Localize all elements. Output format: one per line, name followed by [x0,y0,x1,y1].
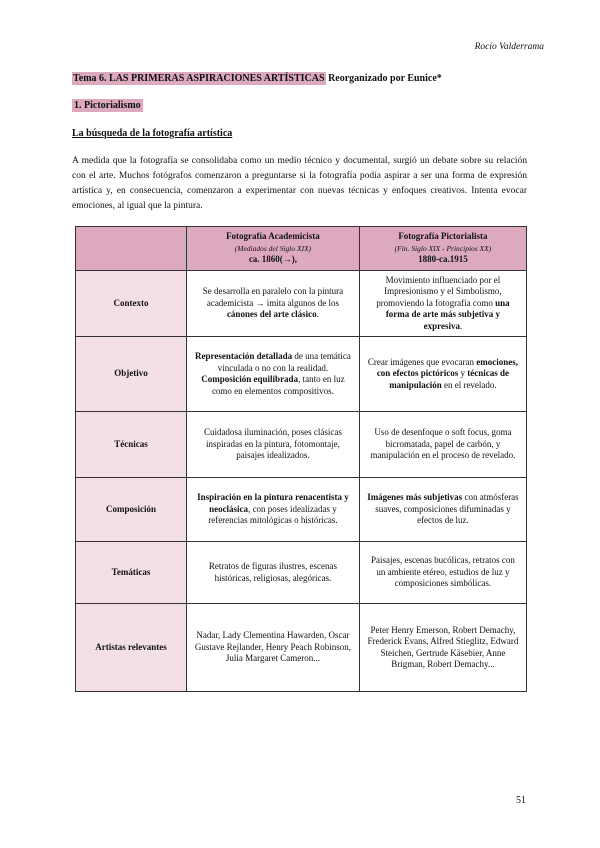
table-row-tecnicas [76,412,527,478]
table-row-objetivo [76,337,527,412]
column-subtitle: (Mediados del Siglo XIX) [234,243,312,253]
cell-pictorialista: Imágenes más subjetivas con atmósferas suaves, composiciones difuminadas y efectos de luz. [359,478,526,542]
column-date: 1880-ca.1915 [418,254,468,264]
cell-academicista: Cuidadosa iluminación, poses clásicas inspiradas en la pintura, fotomontaje, paisajes idealizados. [187,412,360,478]
cell-pictorialista: Movimiento influenciado por el Impresionismo y el Simbolismo, promoviendo la fotografía como una forma de arte más subjetiva y expresiva. [359,270,526,337]
section-heading: 1. Pictorialismo [74,100,141,111]
column-header-academicista [187,227,360,271]
subheading: La búsqueda de la fotografía artística [72,128,233,139]
cell-academicista: Se desarrolla en paralelo con la pintura academicista → imita algunos de los cánones del arte clásico. [187,270,360,337]
row-label: Composición [76,478,187,542]
column-subtitle: (Fin. Siglo XIX - Principios XX) [394,243,492,253]
table-row-tematicas [76,542,527,604]
cell-pictorialista: Crear imágenes que evocaran emociones, con efectos pictóricos y técnicas de manipulación en el revelado. [359,337,526,412]
column-title: Fotografía Academicista [226,231,320,241]
row-label: Temáticas [76,542,187,604]
cell-academicista: Retratos de figuras ilustres, escenas históricas, religiosas, alegóricas. [187,542,360,604]
table-corner-cell [76,227,187,271]
cell-pictorialista: Peter Henry Emerson, Robert Demachy, Frederick Evans, Alfred Stieglitz, Edward Steichen, Gertrude Käsebier, Anne Brigman, Robert Demachy... [359,604,526,692]
cell-academicista: Inspiración en la pintura renacentista y neoclásica, con poses idealizadas y referencias mitológicas o históricas. [187,478,360,542]
table-row-artistas [76,604,527,692]
topic-note: Reorganizado por Eunice* [325,73,442,84]
row-label: Objetivo [76,337,187,412]
comparison-table [75,226,527,692]
column-title: Fotografía Pictorialista [398,231,488,241]
topic-line [72,73,442,84]
cell-academicista: Nadar, Lady Clementina Hawarden, Oscar Gustave Rejlander, Henry Peach Robinson, Julia Margaret Cameron... [187,604,360,692]
cell-pictorialista: Uso de desenfoque o soft focus, goma bicromatada, papel de carbón, y manipulación en el proceso de revelado. [359,412,526,478]
table-header-row [76,227,527,271]
intro-paragraph: A medida que la fotografía se consolidaba como un medio técnico y documental, surgió un debate sobre su relación con el arte. Muchos fotógrafos comenzaron a preguntarse si la fotografía podía aspirar a ser una forma de expresión artística y, en consecuencia, comenzaron a experimentar con nuevas técnicas y enfoques creativos. Intenta evocar emociones, al igual que la pintura. [72,156,527,211]
column-header-pictorialista [359,227,526,271]
row-label: Contexto [76,270,187,337]
cell-academicista: Representación detallada de una temática vinculada o no con la realidad. Composición equilibrada, tanto en luz como en elementos compositivos. [187,337,360,412]
author-name: Rocío Valderrama [474,42,544,52]
row-label: Técnicas [76,412,187,478]
page-number: 51 [516,795,526,806]
row-label: Artistas relevantes [76,604,187,692]
topic-title: Tema 6. LAS PRIMERAS ASPIRACIONES ARTÍSTICAS [73,73,325,84]
cell-pictorialista: Paisajes, escenas bucólicas, retratos con un ambiente etéreo, estudios de luz y composiciones simbólicas. [359,542,526,604]
column-date: ca. 1860(→), [248,254,298,264]
table-row-composicion [76,478,527,542]
table-row-contexto [76,270,527,337]
